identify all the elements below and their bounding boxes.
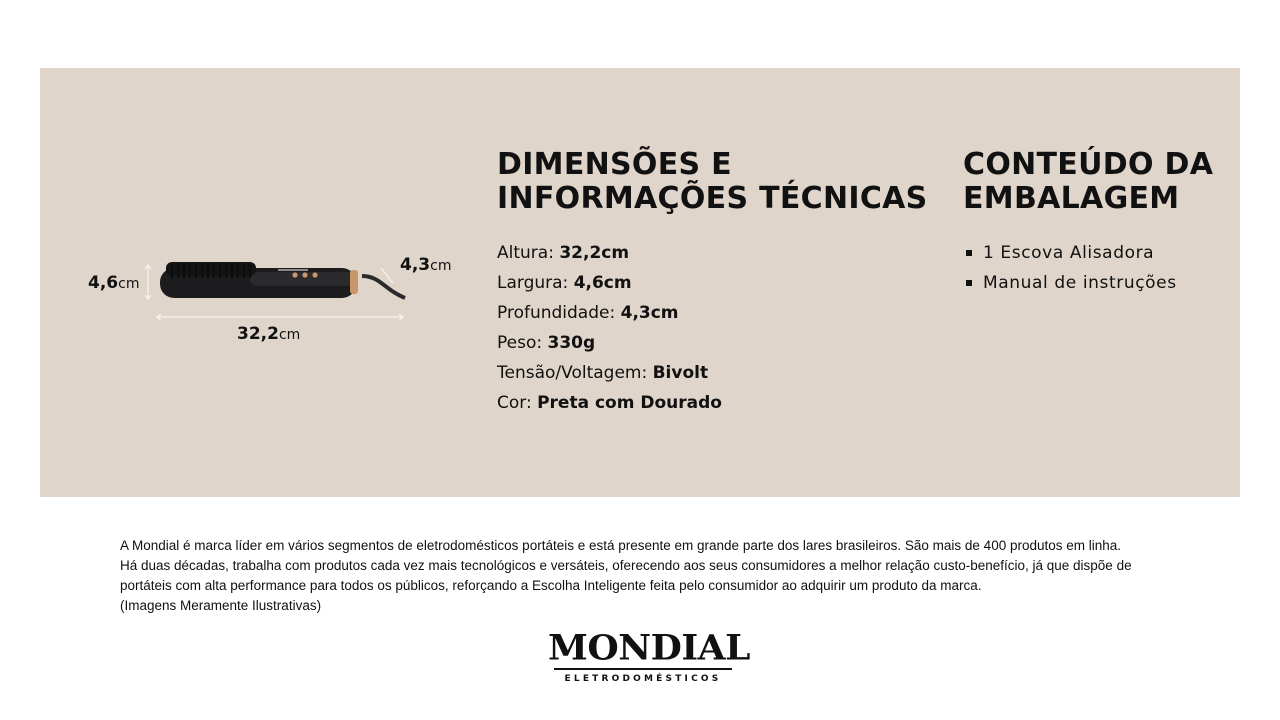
height-dimension-label: 4,6cm xyxy=(88,273,140,293)
spec-row-cor: Cor: Preta com Dourado xyxy=(497,393,722,413)
spec-row-tensao: Tensão/Voltagem: Bivolt xyxy=(497,363,709,383)
depth-dimension-label: 4,3cm xyxy=(400,255,452,275)
brand-description xyxy=(120,536,1180,616)
technical-info-heading: DIMENSÕES E INFORMAÇÕES TÉCNICAS xyxy=(497,147,928,216)
package-item: 1 Escova Alisadora xyxy=(963,238,1223,268)
bullet-icon xyxy=(966,250,972,256)
product-image xyxy=(80,180,460,350)
length-dimension-label: 32,2cm xyxy=(237,324,301,344)
logo-subtitle: ELETRODOMÉSTICOS xyxy=(564,674,722,684)
spec-row-peso: Peso: 330g xyxy=(497,333,596,353)
package-list xyxy=(963,238,1223,298)
spec-row-altura: Altura: 32,2cm xyxy=(497,243,630,263)
logo-divider xyxy=(554,668,732,670)
package-contents-section xyxy=(963,148,1223,314)
image-disclaimer: (Imagens Meramente Ilustrativas) xyxy=(120,598,322,613)
spec-row-profundidade: Profundidade: 4,3cm xyxy=(497,303,679,323)
brand-description-line: Há duas décadas, trabalha com produtos cada vez mais tecnológicos e versáteis, oferecendo aos seus consumidores a melhor relação custo-benefício, já que dispõe de portáteis com alta performance para todos os públicos, reforçando a Escolha Inteligente feita pelo consumidor ao adquirir um produto da marca. xyxy=(120,558,1132,593)
brand-description-line: A Mondial é marca líder em vários segmentos de eletrodomésticos portáteis e está presente em grande parte dos lares brasileiros. São mais de 400 produtos em linha. xyxy=(120,538,1122,553)
package-item: Manual de instruções xyxy=(963,268,1223,298)
spec-list xyxy=(497,238,937,418)
logo-wordmark: MONDIAL xyxy=(548,628,750,668)
spec-row-largura: Largura: 4,6cm xyxy=(497,273,632,293)
package-contents-heading: CONTEÚDO DA EMBALAGEM xyxy=(963,147,1214,216)
technical-info-section xyxy=(497,148,937,418)
bullet-icon xyxy=(966,280,972,286)
mondial-logo xyxy=(548,628,750,688)
